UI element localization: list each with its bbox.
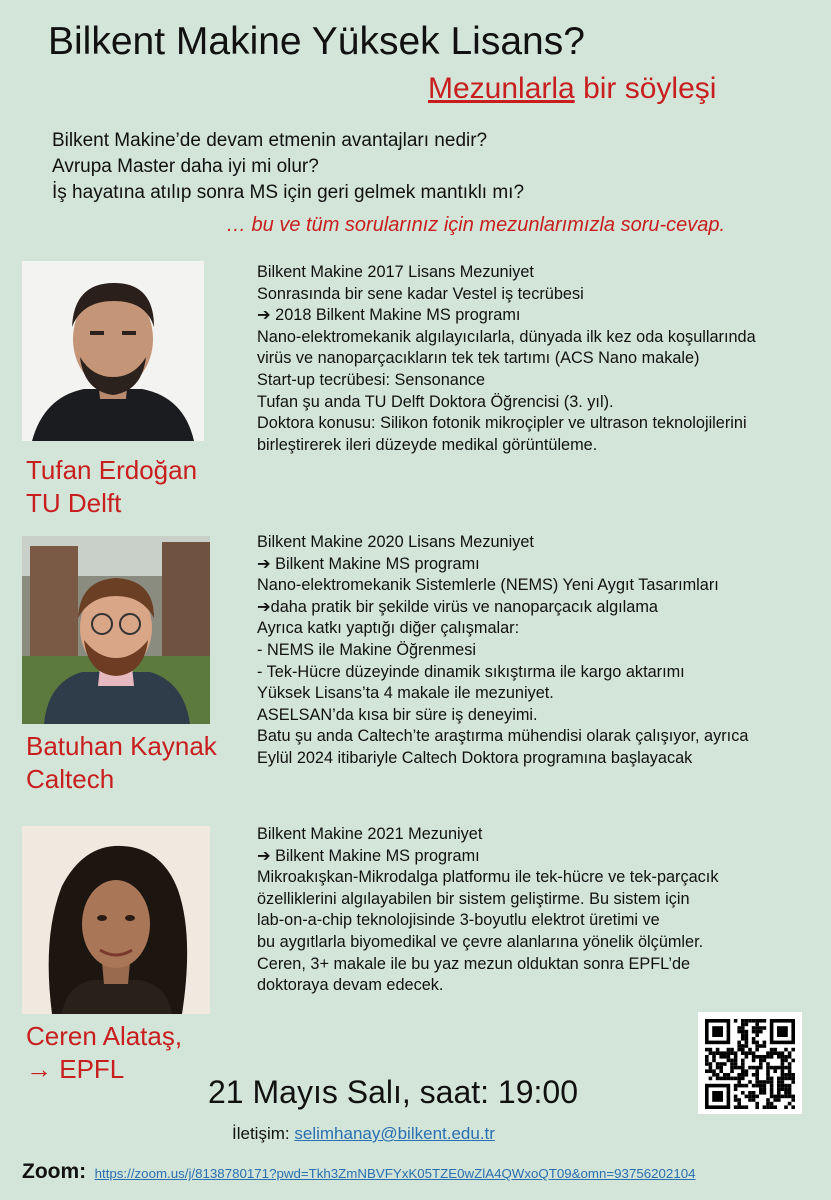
bio-line: virüs ve nanoparçacıkların tek tek tartımı (ACS Nano makale): [257, 349, 700, 368]
bio-line: doktoraya devam edecek.: [257, 976, 444, 995]
bio-line: özelliklerini algılayabilen bir sistem geliştirme. Bu sistem için: [257, 889, 690, 908]
alumni-bio-batuhan: [257, 532, 748, 770]
bio-line: Start-up tecrübesi: Sensonance: [257, 370, 486, 389]
alumni-photo-batuhan: [22, 536, 210, 724]
question-item: Bilkent Makine’de devam etmenin avantajları nedir?: [52, 130, 488, 151]
alumni-affiliation: → EPFL: [26, 1054, 125, 1084]
alumni-name: Ceren Alataş,: [26, 1021, 183, 1051]
bio-line: Sonrasında bir sene kadar Vestel iş tecrübesi: [257, 284, 584, 303]
bio-line: lab-on-a-chip teknolojisinde 3-boyutlu elektrot üretimi ve: [257, 911, 660, 930]
zoom-label: Zoom:: [22, 1160, 87, 1183]
alumni-photo-ceren: [22, 826, 210, 1014]
bio-line: Bilkent Makine 2020 Lisans Mezuniyet: [257, 533, 534, 551]
zoom-link[interactable]: https://zoom.us/j/8138780171?pwd=Tkh3ZmNBVFYxK05TZE0wZlA4QWxoQT09&omn=93756202104: [94, 1166, 696, 1181]
question-item: İş hayatına atılıp sonra MS için geri gelmek mantıklı mı?: [52, 182, 525, 203]
bio-line: Yüksek Lisans’ta 4 makale ile mezuniyet.: [257, 684, 554, 703]
bio-line: - NEMS ile Makine Öğrenmesi: [257, 640, 476, 659]
portrait-icon: [22, 826, 210, 1014]
poster-title: Bilkent Makine Yüksek Lisans?: [48, 20, 585, 63]
bio-line: - Tek-Hücre düzeyinde dinamik sıkıştırma ile kargo aktarımı: [257, 662, 685, 681]
tagline: … bu ve tüm sorularınız için mezunlarımızla soru-cevap.: [226, 214, 726, 236]
bio-line: Nano-elektromekanik algılayıcılarla, dünyada ilk kez oda koşullarında: [257, 327, 756, 346]
bio-line: ➔daha pratik bir şekilde virüs ve nanoparçacık algılama: [257, 597, 658, 616]
bio-line: Tufan şu anda TU Delft Doktora Öğrencisi (3. yıl).: [257, 392, 614, 411]
alumni-bio-ceren: [257, 824, 718, 997]
contact-line: [232, 1124, 495, 1144]
alumni-bio-tufan: [257, 262, 756, 456]
contact-label: İletişim:: [232, 1124, 290, 1143]
alumni-affiliation: Caltech: [26, 764, 115, 794]
portrait-icon: [22, 261, 204, 441]
alumni-name-ceren: [26, 1020, 182, 1086]
bio-line: Batu şu anda Caltech’te araştırma mühendisi olarak çalışıyor, ayrıca: [257, 727, 749, 746]
bio-line: ➔ Bilkent Makine MS programı: [257, 846, 480, 865]
bio-line: ➔ 2018 Bilkent Makine MS programı: [257, 306, 521, 325]
bio-line: birleştirerek ileri düzeyde medikal görüntüleme.: [257, 435, 598, 454]
bio-line: Mikroakışkan-Mikrodalga platformu ile tek-hücre ve tek-parçacık: [257, 868, 719, 887]
question-list: [52, 128, 524, 206]
bio-line: Bilkent Makine 2021 Mezuniyet: [257, 825, 483, 843]
subtitle-underlined: Mezunlarla: [428, 72, 575, 105]
alumni-photo-tufan: [22, 261, 204, 441]
bio-line: Ceren, 3+ makale ile bu yaz mezun olduktan sonra EPFL’de: [257, 954, 691, 973]
contact-email-link[interactable]: selimhanay@bilkent.edu.tr: [294, 1124, 495, 1143]
qr-code-icon: [698, 1012, 802, 1114]
alumni-name: Batuhan Kaynak: [26, 731, 217, 761]
zoom-line: [22, 1160, 696, 1184]
question-item: Avrupa Master daha iyi mi olur?: [52, 156, 319, 177]
poster-subtitle: [428, 72, 716, 106]
event-date: 21 Mayıs Salı, saat: 19:00: [208, 1074, 578, 1110]
bio-line: Bilkent Makine 2017 Lisans Mezuniyet: [257, 263, 534, 281]
bio-line: bu aygıtlarla biyomedikal ve çevre alanlarına yönelik ölçümler.: [257, 932, 704, 951]
alumni-name-batuhan: [26, 730, 217, 796]
alumni-affiliation: TU Delft: [26, 488, 122, 518]
alumni-name: Tufan Erdoğan: [26, 455, 198, 485]
alumni-name-tufan: [26, 454, 197, 520]
qr-code[interactable]: [698, 1012, 802, 1114]
bio-line: Eylül 2024 itibariyle Caltech Doktora programına başlayacak: [257, 748, 693, 767]
bio-line: ➔ Bilkent Makine MS programı: [257, 554, 480, 573]
bio-line: Ayrıca katkı yaptığı diğer çalışmalar:: [257, 619, 520, 638]
portrait-icon: [22, 536, 210, 724]
bio-line: ASELSAN’da kısa bir süre iş deneyimi.: [257, 705, 538, 724]
bio-line: Doktora konusu: Silikon fotonik mikroçipler ve ultrason teknolojilerini: [257, 414, 747, 433]
bio-line: Nano-elektromekanik Sistemlerle (NEMS) Yeni Aygıt Tasarımları: [257, 576, 719, 595]
subtitle-rest: bir söyleşi: [574, 72, 717, 105]
